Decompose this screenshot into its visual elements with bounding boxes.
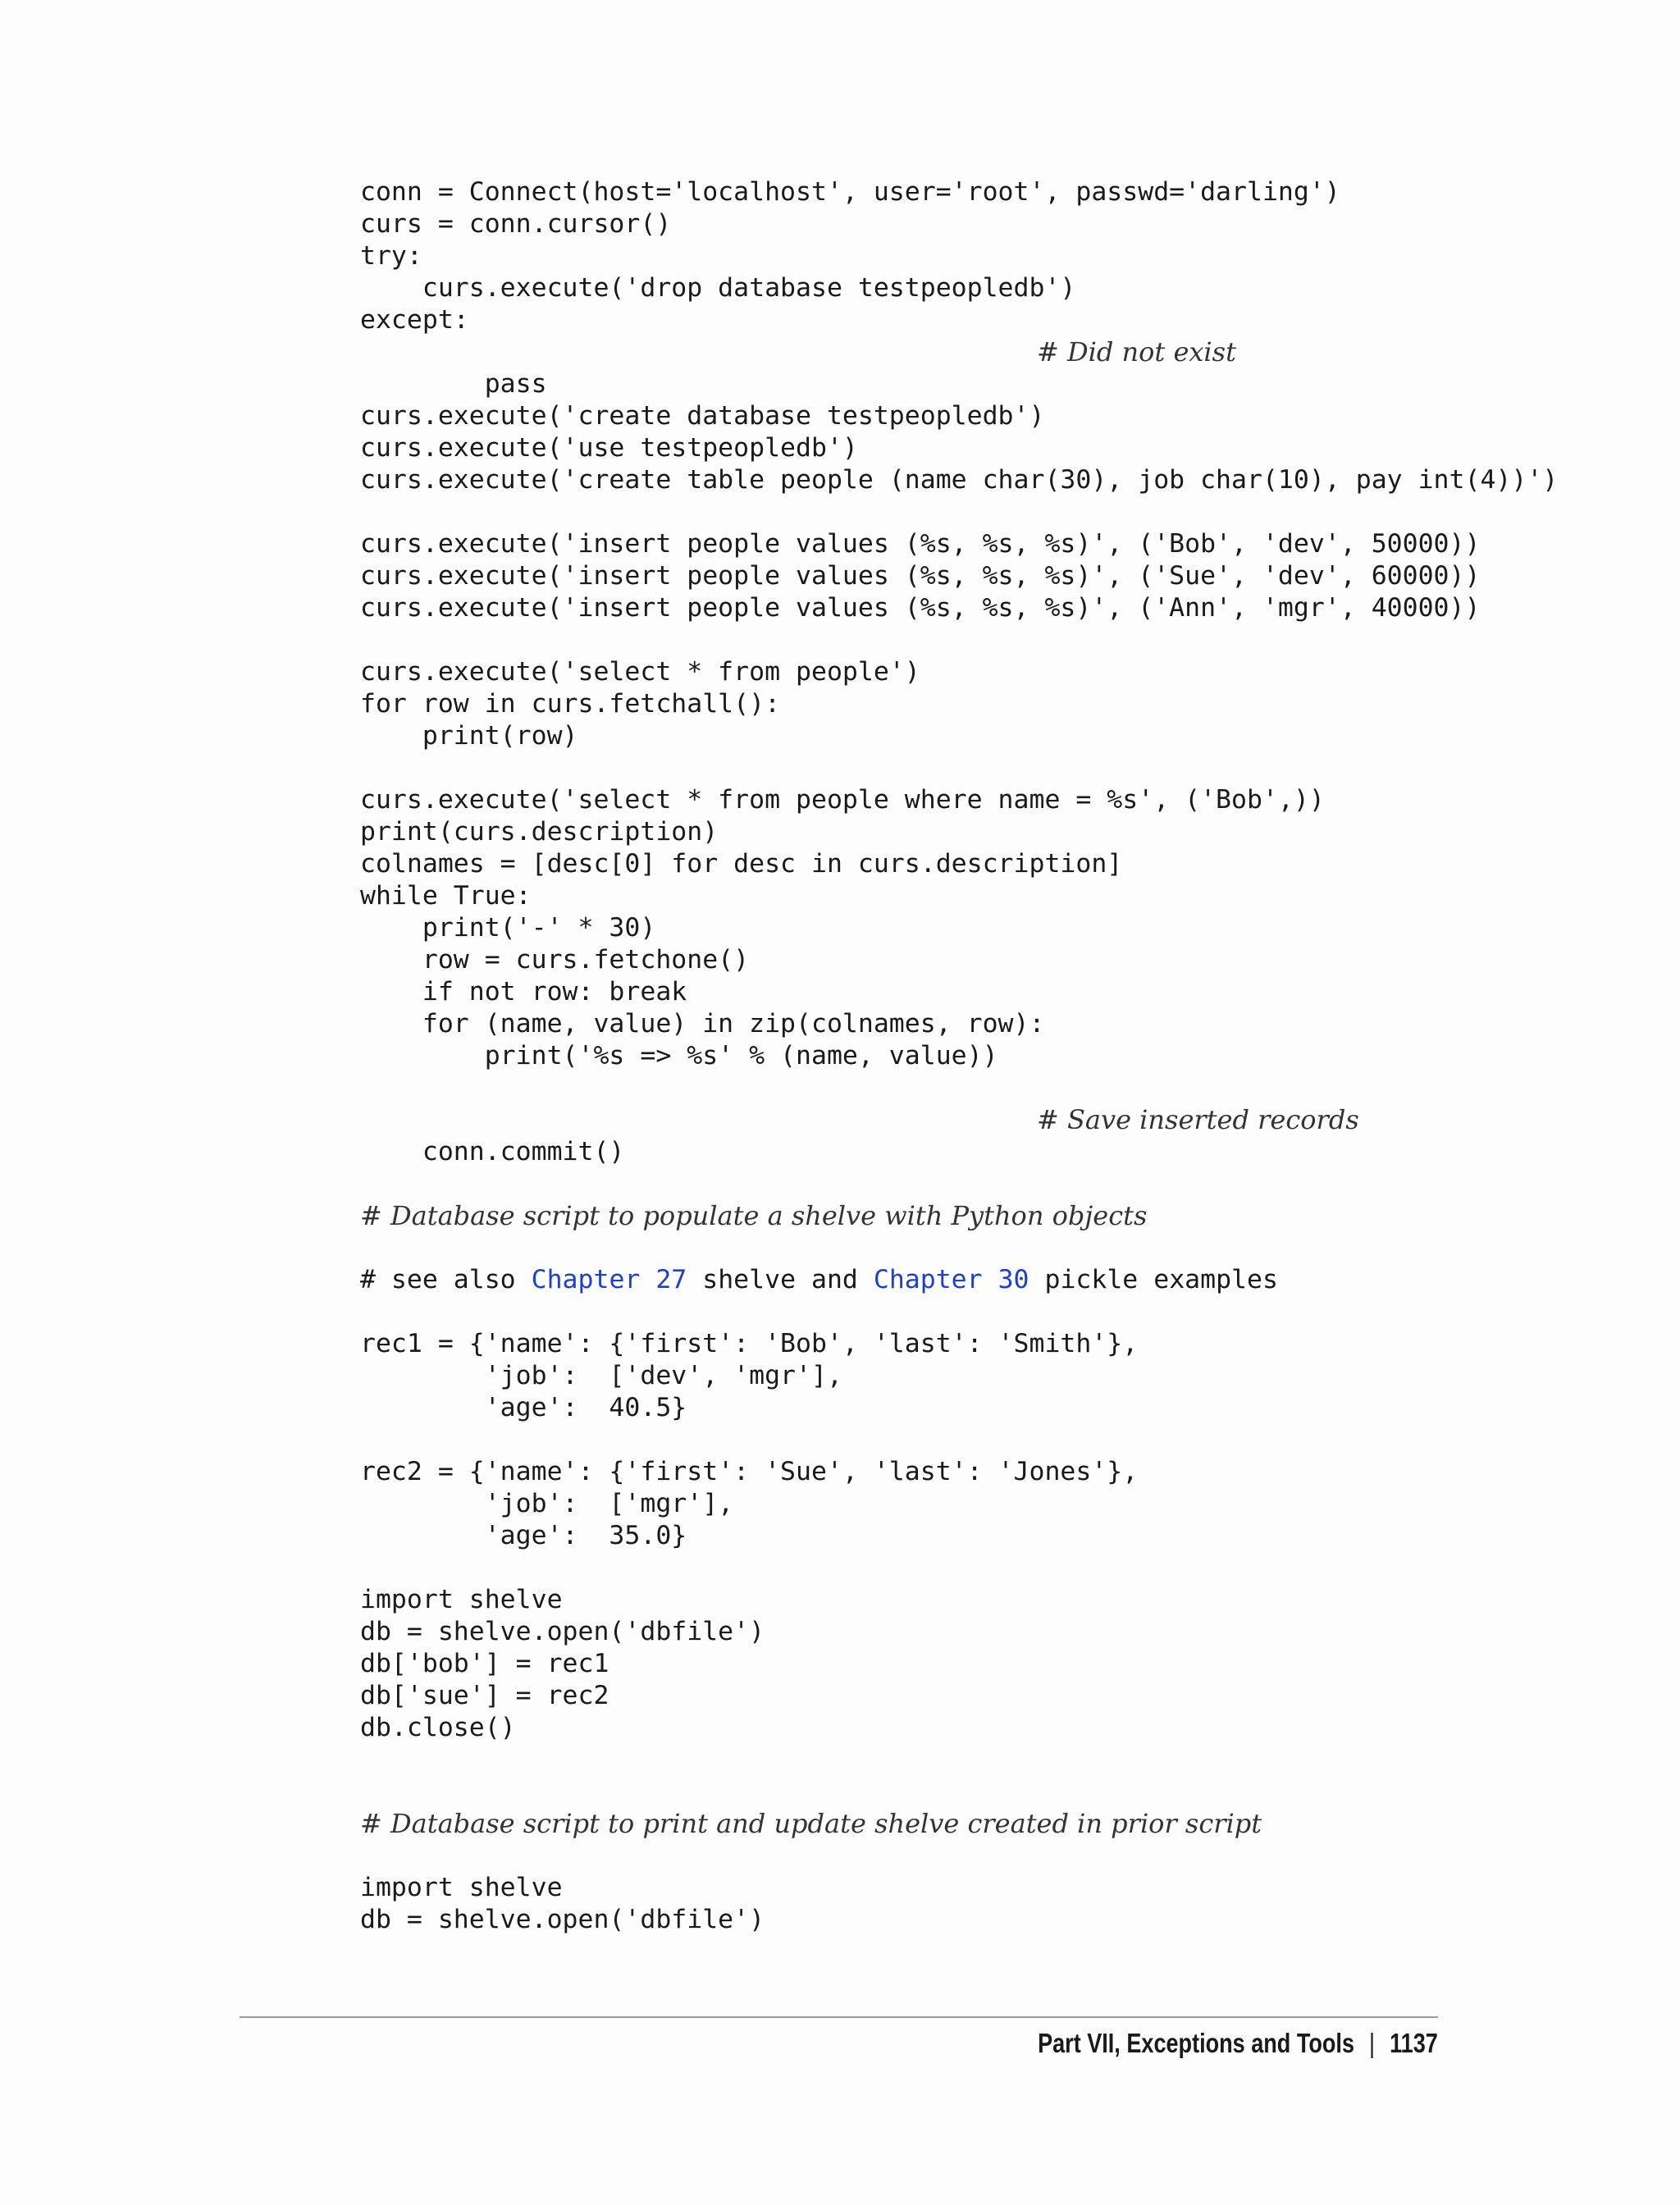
code-line: for row in curs.fetchall(): [360,689,781,719]
chapter-27-link[interactable]: Chapter 27 [531,1265,687,1294]
code-line: except: [360,305,469,335]
code-line: curs.execute('create database testpeopledb') [360,401,1045,431]
code-line: curs.execute('insert people values (%s, %s, %s)', ('Ann', 'mgr', 40000)) [360,593,1481,623]
page-number: 1137 [1390,2028,1438,2058]
code-line: curs.execute('insert people values (%s, %s, %s)', ('Bob', 'dev', 50000)) [360,529,1481,559]
code-text: pickle examples [1029,1265,1278,1294]
code-line: db['sue'] = rec2 [360,1681,609,1710]
blank-line [360,752,1509,784]
blank-line [360,1840,1509,1872]
code-line: print('-' * 30) [360,913,656,943]
code-line: rec1 = {'name': {'first': 'Bob', 'last': 'Smith'}, [360,1329,1139,1358]
code-line: if not row: break [360,977,687,1007]
code-line: curs.execute('create table people (name char(30), job char(10), pay int(4))') [360,465,1559,495]
code-text: pass [422,369,547,399]
code-text: # see also [360,1265,532,1294]
blank-line [360,368,1509,400]
chapter-30-link[interactable]: Chapter 30 [873,1265,1029,1294]
code-line: rec2 = {'name': {'first': 'Sue', 'last': 'Jones'}, [360,1457,1139,1486]
blank-line [360,624,1509,656]
code-line: 'age': 35.0} [360,1521,687,1550]
code-comment-line: # Database script to print and update shelve created in prior script [360,1808,1262,1839]
blank-line [360,1424,1509,1456]
code-line: 'job': ['dev', 'mgr'], [360,1361,842,1390]
code-comment: # Did not exist [1037,336,1236,368]
code-text: conn.commit() [422,1137,625,1166]
code-line: import shelve [360,1585,563,1614]
code-comment-line: # Database script to populate a shelve with Python objects [360,1200,1148,1231]
blank-line [360,496,1509,528]
code-line: try: [360,241,422,271]
blank-line [360,1072,1509,1104]
code-line: print('%s => %s' % (name, value)) [360,1041,998,1071]
code-line: curs.execute('select * from people') [360,657,920,687]
code-line: while True: [360,881,532,911]
code-line: for (name, value) in zip(colnames, row): [360,1009,1045,1039]
code-line: print(row) [360,721,578,751]
code-line: db.close() [360,1713,516,1742]
page-footer [1038,2028,1438,2059]
blank-line [360,1232,1509,1264]
code-text: shelve and [687,1265,874,1294]
code-line: colnames = [desc[0] for desc in curs.description] [360,849,1123,879]
code-line: curs.execute('select * from people where name = %s', ('Bob',)) [360,785,1325,815]
footer-divider [240,2016,1438,2018]
code-line: print(curs.description) [360,817,719,847]
code-line: curs.execute('use testpeopledb') [360,433,858,463]
blank-line [360,1296,1509,1328]
footer-section-title: Part VII, Exceptions and Tools [1038,2028,1355,2058]
code-line-with-comment [360,1104,1509,1166]
code-line: import shelve [360,1873,563,1902]
code-listing [360,176,1559,1936]
code-line: curs.execute('drop database testpeopledb') [360,273,1076,303]
blank-line [360,1552,1509,1584]
code-line: db = shelve.open('dbfile') [360,1617,765,1646]
code-line-with-comment [360,336,1509,399]
code-line: 'age': 40.5} [360,1393,687,1422]
code-line: db = shelve.open('dbfile') [360,1905,765,1934]
blank-line [360,1744,1509,1808]
code-line: row = curs.fetchone() [360,945,750,975]
code-line-with-links [360,1264,1509,1296]
code-line: curs = conn.cursor() [360,209,672,239]
code-line: 'job': ['mgr'], [360,1489,734,1518]
code-line: db['bob'] = rec1 [360,1649,609,1678]
code-line: conn = Connect(host='localhost', user='root', passwd='darling') [360,177,1340,207]
footer-separator: | [1369,2028,1376,2058]
code-line: curs.execute('insert people values (%s, %s, %s)', ('Sue', 'dev', 60000)) [360,561,1481,591]
blank-line [360,1136,1509,1200]
code-comment: # Save inserted records [1037,1104,1359,1135]
